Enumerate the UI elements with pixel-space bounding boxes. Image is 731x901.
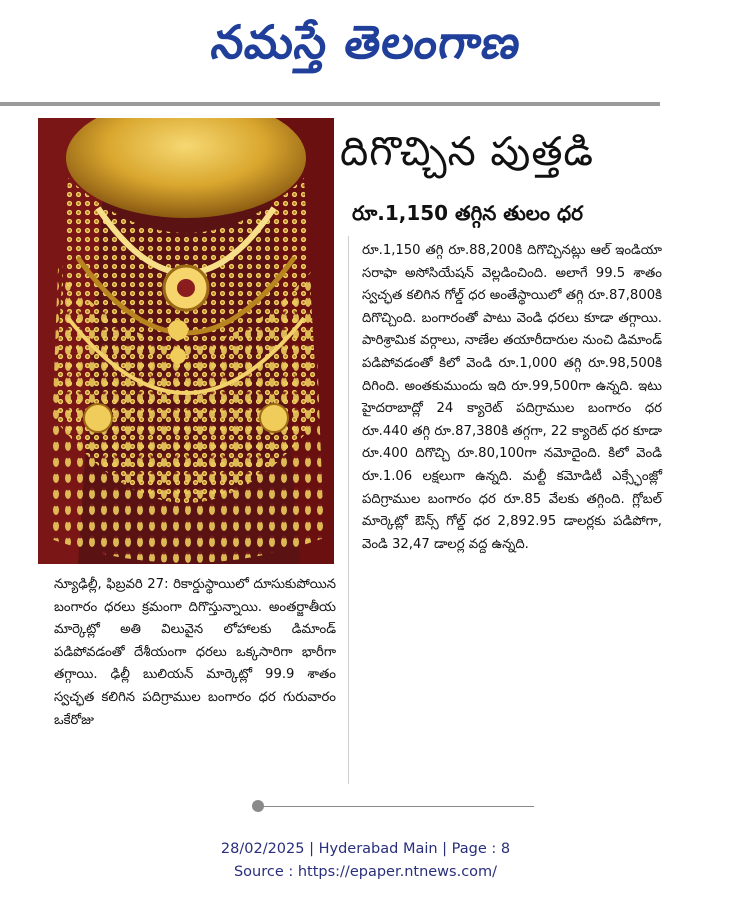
paragraph-left: న్యూఢిల్లీ, ఫిబ్రవరి 27: రికార్డుస్థాయిలో దూసుకుపోయిన బంగారం ధరలు క్రమంగా దిగొస్తున్నాయి. అంతర్జాతీయ మార్కెట్లో అతి విలువైన లోహాలకు డిమాండ్ పడిపోవడంతో దేశీయంగా ధరలు ఒక్కసారిగా భారీగా తగ్గాయి. ఢిల్లీ బులియన్ మార్కెట్లో 99.9 శాతం స్వచ్ఛత కలిగిన పదిగ్రాముల బంగారం ధర గురువారం ఒకేరోజు <box>54 577 336 728</box>
masthead <box>0 0 731 96</box>
gold-necklace-photo <box>38 118 334 564</box>
top-rule <box>0 102 660 106</box>
footer <box>0 838 731 884</box>
paragraph-right: రూ.1,150 తగ్గి రూ.88,200కి దిగొచ్చినట్లు ఆల్ ఇండియా సరాఫా అసోసియేషన్ వెల్లడించింది. అలాగే 99.5 శాతం స్వచ్ఛత కలిగిన గోల్డ్ ధర అంతేస్థాయిలో తగ్గి రూ.87,800కి దిగొచ్చింది. బంగారంతో పాటు వెండి ధరలు కూడా తగ్గాయి. పారిశ్రామిక వర్గాలు, నాణేల తయారీదారుల నుంచి డిమాండ్ పడిపోవడంతో కిలో వెండి రూ.1,000 తగ్గి రూ.98,500కి దిగింది. అంతకుముందు ఇది రూ.99,500గా ఉన్నది. ఇటు హైదరాబాద్లో 24 క్యారెట్ పదిగ్రాముల బంగారం ధర రూ.440 తగ్గి రూ.87,380కి తగ్గగా, 22 క్యారెట్ ధర కూడా రూ.400 దిగొచ్చి రూ.80,100గా నమోదైంది. కిలో వెండి రూ.1.06 లక్షలుగా ఉన్నది. మల్టీ కమోడిటీ ఎక్స్ఛేంజ్లో పదిగ్రాముల బంగారం ధర రూ.85 వేలకు తగ్గింది. గ్లోబల్ మార్కెట్లో ఔన్స్ గోల్డ్ ధర 2,892.95 డాలర్లకు పడిపోగా, వెండి 32,47 డాలర్ల వద్ద ఉన్నది. <box>362 243 662 552</box>
footer-source-line: Source : https://epaper.ntnews.com/ <box>233 864 498 880</box>
article-column-right <box>362 240 662 556</box>
article-column-left <box>54 574 336 732</box>
subheadline: రూ.1,150 తగ్గిన తులం ధర <box>352 201 584 225</box>
bottom-rule-dot <box>252 800 264 812</box>
column-divider <box>348 236 349 784</box>
headline: దిగొచ్చిన పుత్తడి <box>340 129 595 175</box>
masthead-title: నమస్తే తెలంగాణ <box>207 15 525 69</box>
bottom-rule <box>258 806 534 807</box>
footer-edition-line: 28/02/2025 | Hyderabad Main | Page : 8 <box>220 841 511 857</box>
